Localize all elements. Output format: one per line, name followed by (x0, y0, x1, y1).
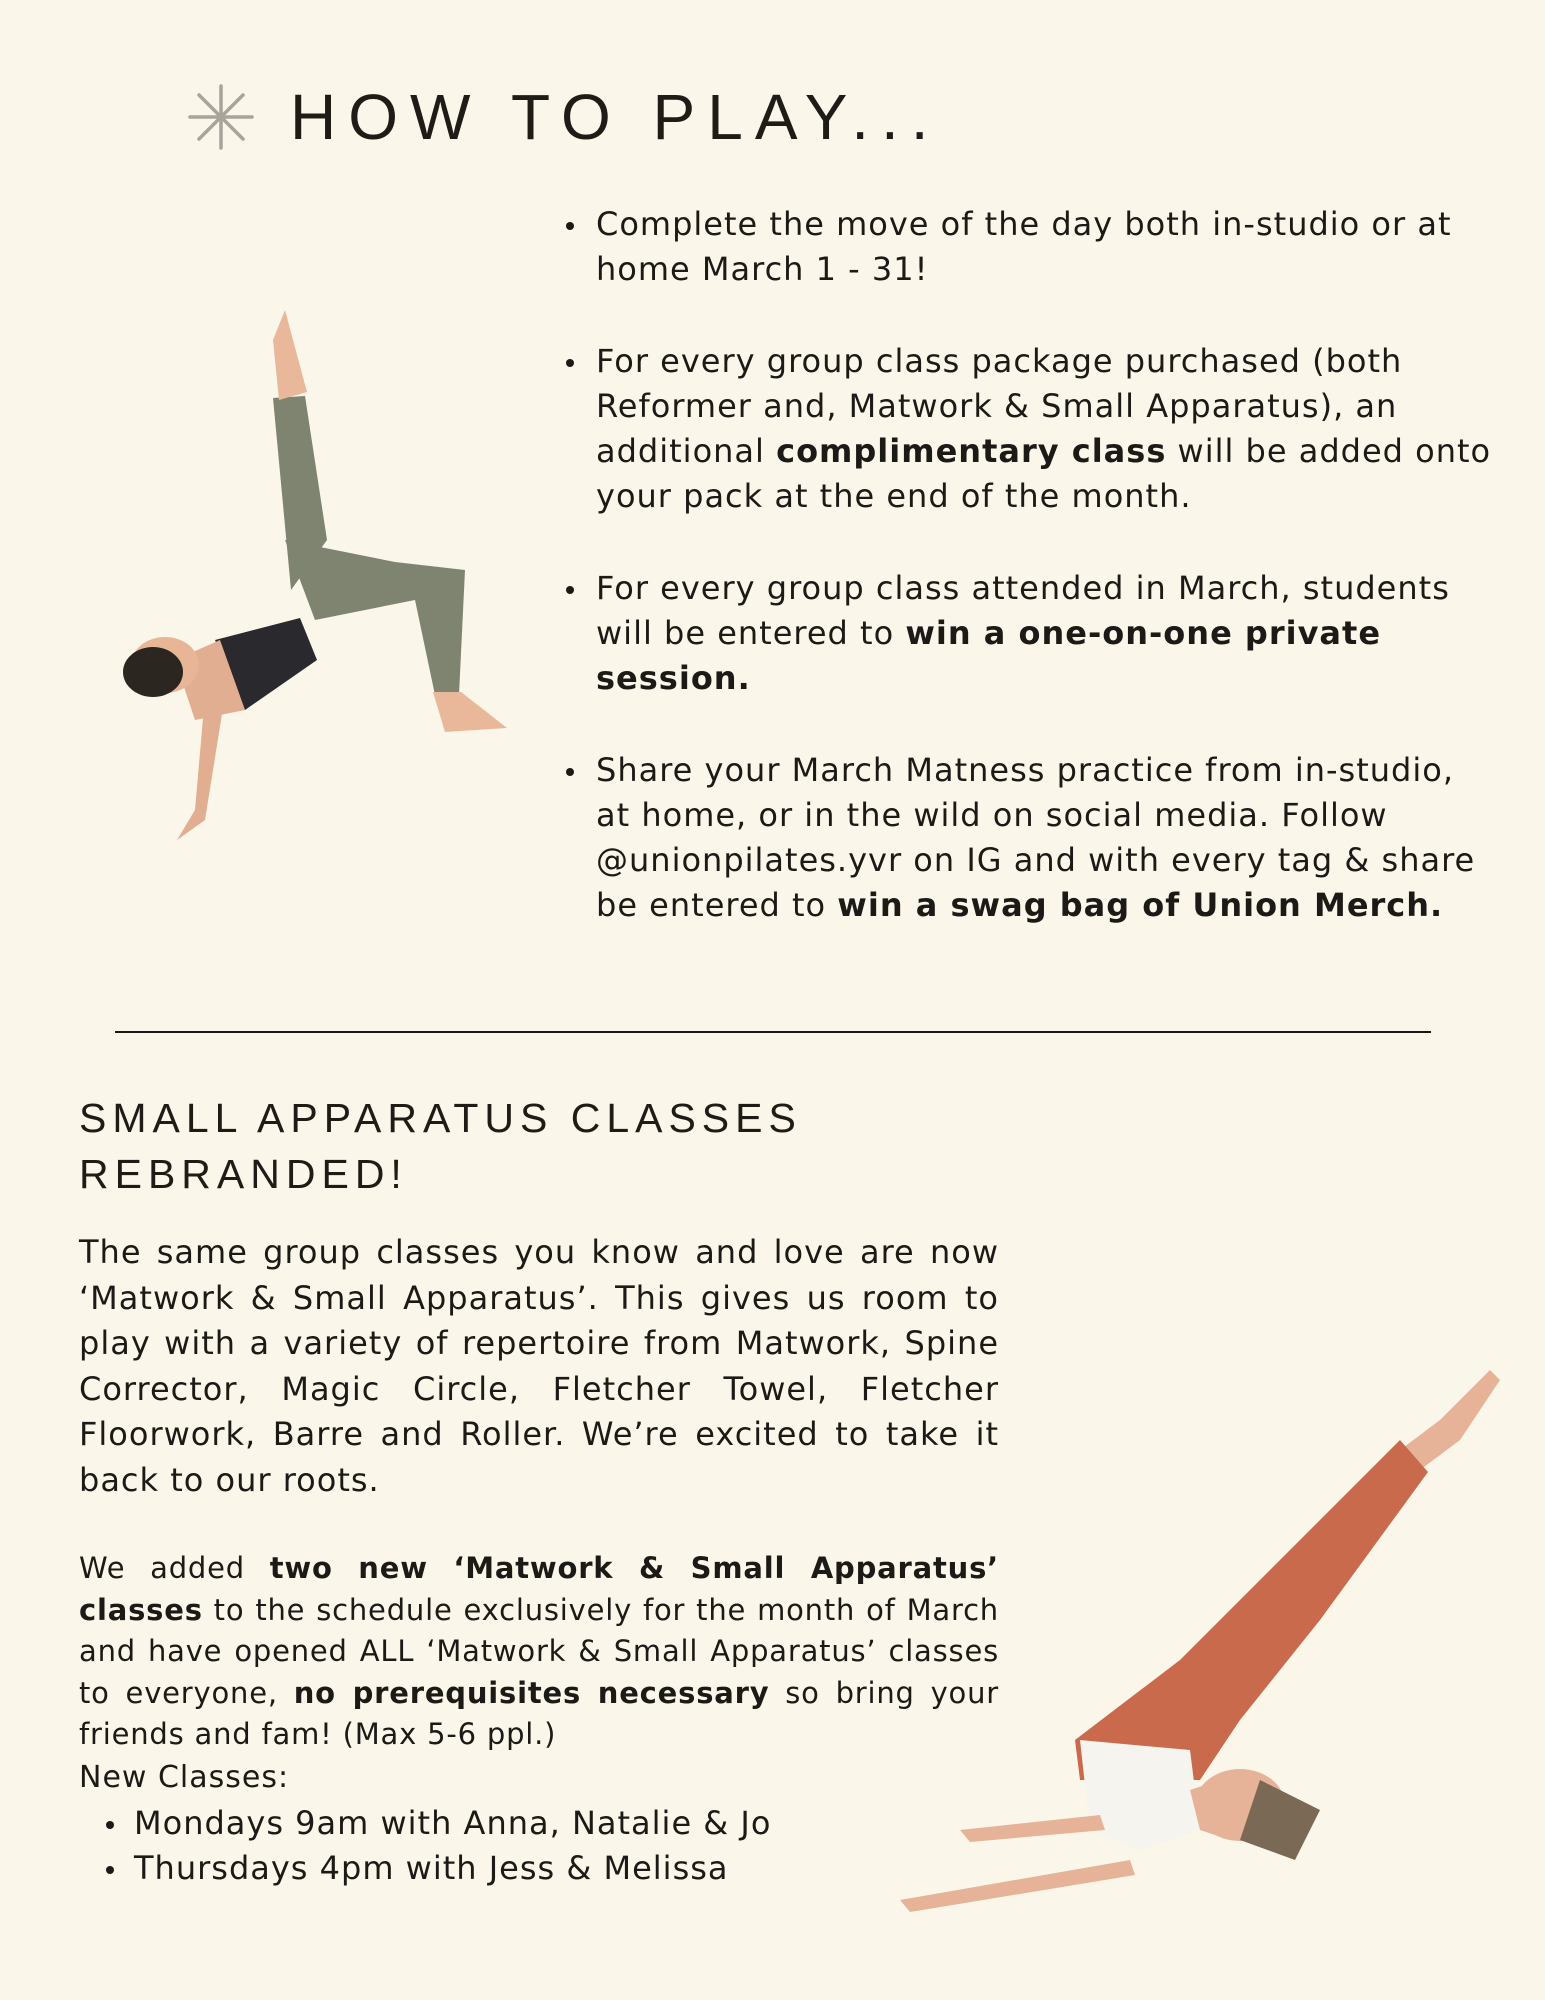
new-classes-list (100, 1801, 771, 1891)
rule-highlight: win a one-on-one private session. (596, 614, 1382, 697)
rule-highlight: win a swag bag of Union Merch. (837, 886, 1444, 924)
section-title (79, 1090, 979, 1202)
rule-item (562, 748, 1492, 928)
rule-text: For every group class package purchased (both Reformer and, Matwork & Small Apparatus), an additional (596, 342, 1403, 470)
section-divider (115, 1031, 1431, 1033)
paragraph-highlight: two new ‘Matwork & Small Apparatus’ classes (79, 1551, 1000, 1627)
rule-text: For every group class attended in March, students will be entered to (596, 569, 1450, 652)
heading-row (186, 80, 941, 154)
pilates-bridge-figure (95, 300, 525, 850)
rule-item (562, 202, 1492, 292)
section-title-line: SMALL APPARATUS CLASSES (79, 1095, 802, 1141)
sparkle-icon (186, 82, 256, 152)
pilates-rollover-figure (900, 1360, 1520, 1930)
rule-item (562, 566, 1492, 701)
rule-highlight: complimentary class (776, 432, 1167, 470)
rules-list (562, 202, 1492, 975)
section-paragraph: The same group classes you know and love are now ‘Matwork & Small Apparatus’. This gives us room to play with a variety of repertoire from Matwork, Spine Corrector, Magic Circle, Fletcher Towel, Fletcher Floorwork, Barre and Roller. We’re excited to take it back to our roots. (79, 1233, 999, 1499)
new-classes-label: New Classes: (79, 1760, 290, 1795)
rule-item (562, 339, 1492, 519)
rule-text: Complete the move of the day both in-studio or at home March 1 - 31! (596, 205, 1452, 288)
rule-text: will be added onto your pack at the end of the month. (596, 432, 1492, 515)
paragraph-text: to the schedule exclusively for the month of March and have opened ALL ‘Matwork & Small Apparatus’ classes to everyone, (79, 1592, 999, 1710)
class-item: Thursdays 4pm with Jess & Melissa (100, 1846, 771, 1891)
page-title: HOW TO PLAY... (290, 81, 941, 153)
paragraph-highlight: no prerequisites necessary (293, 1675, 770, 1710)
rule-text: Share your March Matness practice from in-studio, at home, or in the wild on social media. Follow @unionpilates.yvr on IG and with every tag & share be entered to (596, 751, 1476, 924)
section-title-line: REBRANDED! (79, 1151, 408, 1197)
class-item: Mondays 9am with Anna, Natalie & Jo (100, 1801, 771, 1846)
section-paragraph-details (79, 1548, 999, 1756)
paragraph-text: so bring your friends and fam! (Max 5-6 ppl.) (79, 1675, 999, 1751)
paragraph-text: We added (79, 1551, 270, 1585)
